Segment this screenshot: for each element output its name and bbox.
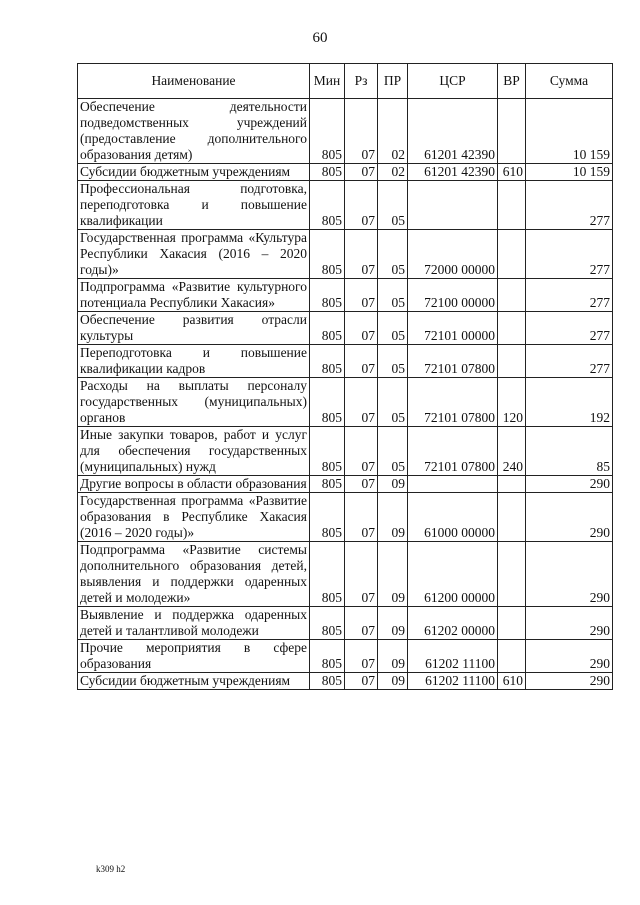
table-row bbox=[78, 640, 613, 673]
row-min: 805 bbox=[310, 345, 345, 378]
row-vr: 610 bbox=[498, 164, 526, 181]
table-row bbox=[78, 493, 613, 542]
row-csr: 61202 11100 bbox=[408, 673, 498, 690]
row-pr: 05 bbox=[378, 378, 408, 427]
row-min: 805 bbox=[310, 279, 345, 312]
row-vr bbox=[498, 181, 526, 230]
row-sum: 277 bbox=[526, 279, 613, 312]
row-min: 805 bbox=[310, 427, 345, 476]
row-pr: 05 bbox=[378, 181, 408, 230]
row-vr bbox=[498, 279, 526, 312]
row-sum: 277 bbox=[526, 345, 613, 378]
row-name: Подпрограмма «Развитие системы дополнительного образования детей, выявления и поддержки одаренных детей и молодежи» bbox=[78, 542, 310, 607]
row-rz: 07 bbox=[345, 345, 378, 378]
row-rz: 07 bbox=[345, 427, 378, 476]
row-vr bbox=[498, 476, 526, 493]
row-pr: 05 bbox=[378, 279, 408, 312]
row-min: 805 bbox=[310, 607, 345, 640]
row-sum: 290 bbox=[526, 542, 613, 607]
budget-table bbox=[77, 63, 613, 690]
table-header-row bbox=[78, 64, 613, 99]
row-csr: 61200 00000 bbox=[408, 542, 498, 607]
row-csr: 72101 07800 bbox=[408, 378, 498, 427]
row-pr: 05 bbox=[378, 427, 408, 476]
table-row bbox=[78, 542, 613, 607]
header-csr: ЦСР bbox=[408, 64, 498, 99]
row-rz: 07 bbox=[345, 378, 378, 427]
header-min: Мин bbox=[310, 64, 345, 99]
row-sum: 290 bbox=[526, 640, 613, 673]
row-sum: 10 159 bbox=[526, 164, 613, 181]
row-sum: 290 bbox=[526, 493, 613, 542]
row-csr bbox=[408, 181, 498, 230]
header-vr: ВР bbox=[498, 64, 526, 99]
row-name: Субсидии бюджетным учреждениям bbox=[78, 164, 310, 181]
page-number: 60 bbox=[312, 30, 328, 46]
row-rz: 07 bbox=[345, 279, 378, 312]
row-sum: 290 bbox=[526, 476, 613, 493]
row-min: 805 bbox=[310, 378, 345, 427]
row-name: Прочие мероприятия в сфере образования bbox=[78, 640, 310, 673]
row-csr bbox=[408, 476, 498, 493]
row-pr: 05 bbox=[378, 230, 408, 279]
row-csr: 72000 00000 bbox=[408, 230, 498, 279]
row-rz: 07 bbox=[345, 99, 378, 164]
row-vr bbox=[498, 607, 526, 640]
row-sum: 290 bbox=[526, 607, 613, 640]
row-pr: 02 bbox=[378, 99, 408, 164]
row-rz: 07 bbox=[345, 542, 378, 607]
row-rz: 07 bbox=[345, 640, 378, 673]
row-sum: 277 bbox=[526, 230, 613, 279]
row-name: Переподготовка и повышение квалификации кадров bbox=[78, 345, 310, 378]
row-csr: 72100 00000 bbox=[408, 279, 498, 312]
header-sum: Сумма bbox=[526, 64, 613, 99]
row-vr bbox=[498, 640, 526, 673]
row-name: Государственная программа «Культура Республики Хакасия (2016 – 2020 годы)» bbox=[78, 230, 310, 279]
table-row bbox=[78, 164, 613, 181]
row-csr: 61202 00000 bbox=[408, 607, 498, 640]
table-row bbox=[78, 345, 613, 378]
row-min: 805 bbox=[310, 493, 345, 542]
row-csr: 72101 07800 bbox=[408, 345, 498, 378]
row-sum: 290 bbox=[526, 673, 613, 690]
row-name: Иные закупки товаров, работ и услуг для обеспечения государственных (муниципальных) нужд bbox=[78, 427, 310, 476]
row-vr: 240 bbox=[498, 427, 526, 476]
row-name: Обеспечение деятельности подведомственных учреждений (предоставление дополнительного образования детям) bbox=[78, 99, 310, 164]
row-pr: 09 bbox=[378, 476, 408, 493]
table-row bbox=[78, 476, 613, 493]
table-row bbox=[78, 279, 613, 312]
row-pr: 09 bbox=[378, 640, 408, 673]
row-rz: 07 bbox=[345, 476, 378, 493]
row-pr: 09 bbox=[378, 673, 408, 690]
row-min: 805 bbox=[310, 181, 345, 230]
table-row bbox=[78, 378, 613, 427]
table-row bbox=[78, 99, 613, 164]
row-min: 805 bbox=[310, 673, 345, 690]
table-row bbox=[78, 427, 613, 476]
row-sum: 277 bbox=[526, 312, 613, 345]
row-vr bbox=[498, 312, 526, 345]
row-vr bbox=[498, 230, 526, 279]
footer-code: k309 h2 bbox=[96, 864, 126, 874]
table-row bbox=[78, 230, 613, 279]
row-csr: 72101 07800 bbox=[408, 427, 498, 476]
row-vr bbox=[498, 493, 526, 542]
row-min: 805 bbox=[310, 230, 345, 279]
row-rz: 07 bbox=[345, 493, 378, 542]
row-csr: 61201 42390 bbox=[408, 99, 498, 164]
table-row bbox=[78, 181, 613, 230]
row-name: Расходы на выплаты персоналу государственных (муниципальных) органов bbox=[78, 378, 310, 427]
row-name: Выявление и поддержка одаренных детей и талантливой молодежи bbox=[78, 607, 310, 640]
row-csr: 61000 00000 bbox=[408, 493, 498, 542]
row-name: Подпрограмма «Развитие культурного потенциала Республики Хакасия» bbox=[78, 279, 310, 312]
row-vr bbox=[498, 99, 526, 164]
row-rz: 07 bbox=[345, 181, 378, 230]
row-rz: 07 bbox=[345, 312, 378, 345]
row-min: 805 bbox=[310, 164, 345, 181]
row-rz: 07 bbox=[345, 673, 378, 690]
row-vr bbox=[498, 542, 526, 607]
row-min: 805 bbox=[310, 99, 345, 164]
row-min: 805 bbox=[310, 476, 345, 493]
table-row bbox=[78, 673, 613, 690]
row-rz: 07 bbox=[345, 230, 378, 279]
header-rz: Рз bbox=[345, 64, 378, 99]
row-sum: 10 159 bbox=[526, 99, 613, 164]
row-csr: 61202 11100 bbox=[408, 640, 498, 673]
table-row bbox=[78, 607, 613, 640]
row-sum: 192 bbox=[526, 378, 613, 427]
row-rz: 07 bbox=[345, 607, 378, 640]
row-csr: 72101 00000 bbox=[408, 312, 498, 345]
row-pr: 09 bbox=[378, 493, 408, 542]
row-vr: 120 bbox=[498, 378, 526, 427]
header-pr: ПР bbox=[378, 64, 408, 99]
row-min: 805 bbox=[310, 542, 345, 607]
header-name: Наименование bbox=[78, 64, 310, 99]
row-pr: 09 bbox=[378, 542, 408, 607]
row-min: 805 bbox=[310, 312, 345, 345]
row-pr: 09 bbox=[378, 607, 408, 640]
row-pr: 05 bbox=[378, 345, 408, 378]
row-min: 805 bbox=[310, 640, 345, 673]
row-name: Другие вопросы в области образования bbox=[78, 476, 310, 493]
row-vr: 610 bbox=[498, 673, 526, 690]
row-name: Профессиональная подготовка, переподготовка и повышение квалификации bbox=[78, 181, 310, 230]
row-sum: 277 bbox=[526, 181, 613, 230]
table-row bbox=[78, 312, 613, 345]
row-name: Субсидии бюджетным учреждениям bbox=[78, 673, 310, 690]
row-name: Государственная программа «Развитие образования в Республике Хакасия (2016 – 2020 годы)» bbox=[78, 493, 310, 542]
row-pr: 02 bbox=[378, 164, 408, 181]
row-csr: 61201 42390 bbox=[408, 164, 498, 181]
row-pr: 05 bbox=[378, 312, 408, 345]
row-name: Обеспечение развития отрасли культуры bbox=[78, 312, 310, 345]
row-sum: 85 bbox=[526, 427, 613, 476]
row-vr bbox=[498, 345, 526, 378]
row-rz: 07 bbox=[345, 164, 378, 181]
